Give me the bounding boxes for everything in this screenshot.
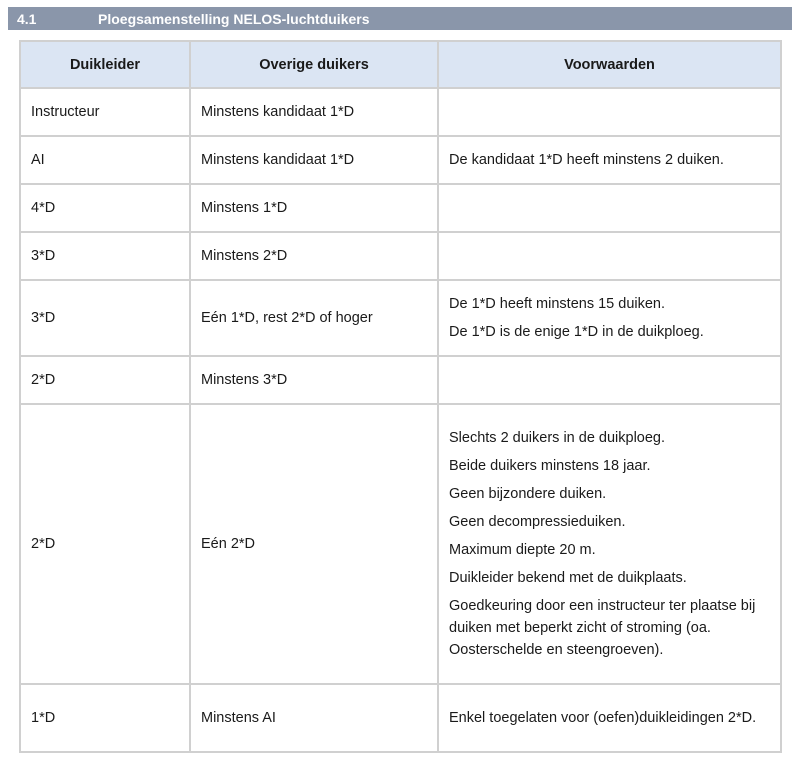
cell-leader: 2*D bbox=[20, 404, 190, 684]
cell-conditions bbox=[438, 136, 781, 184]
cell-leader: 1*D bbox=[20, 684, 190, 752]
cell-others: Minstens kandidaat 1*D bbox=[190, 88, 438, 136]
condition-item: Geen decompressieduiken. bbox=[449, 514, 626, 530]
cell-conditions bbox=[438, 88, 781, 136]
condition-item: Duikleider bekend met de duikplaats. bbox=[449, 570, 687, 586]
condition-item: De 1*D heeft minstens 15 duiken. bbox=[449, 296, 666, 312]
table-row bbox=[20, 404, 781, 684]
cell-others: Minstens AI bbox=[190, 684, 438, 752]
cell-conditions bbox=[438, 356, 781, 404]
column-header-voorwaarden: Voorwaarden bbox=[438, 41, 781, 88]
cell-others: Eén 2*D bbox=[190, 404, 438, 684]
cell-leader: 2*D bbox=[20, 356, 190, 404]
table-row bbox=[20, 136, 781, 184]
cell-leader: 3*D bbox=[20, 232, 190, 280]
column-header-overige-duikers: Overige duikers bbox=[190, 41, 438, 88]
condition-item: Enkel toegelaten voor (oefen)duikleidingen 2*D. bbox=[449, 710, 757, 726]
cell-conditions bbox=[438, 404, 781, 684]
cell-others: Minstens 1*D bbox=[190, 184, 438, 232]
table-row bbox=[20, 232, 781, 280]
condition-item: Beide duikers minstens 18 jaar. bbox=[449, 458, 651, 474]
cell-others: Eén 1*D, rest 2*D of hoger bbox=[190, 280, 438, 356]
cell-others: Minstens 2*D bbox=[190, 232, 438, 280]
table-row bbox=[20, 280, 781, 356]
table-row bbox=[20, 684, 781, 752]
cell-conditions bbox=[438, 232, 781, 280]
cell-leader: 3*D bbox=[20, 280, 190, 356]
table-header-row bbox=[20, 41, 781, 88]
condition-item: Slechts 2 duikers in de duikploeg. bbox=[449, 430, 666, 446]
section-header-bar bbox=[8, 7, 792, 30]
table-row bbox=[20, 184, 781, 232]
cell-leader: AI bbox=[20, 136, 190, 184]
cell-others: Minstens kandidaat 1*D bbox=[190, 136, 438, 184]
condition-item: Goedkeuring door een instructeur ter plaatse bij duiken met beperkt zicht of stroming (oa. Oosterschelde en steengroeven). bbox=[449, 598, 756, 658]
condition-item: De 1*D is de enige 1*D in de duikploeg. bbox=[449, 324, 704, 340]
cell-conditions bbox=[438, 684, 781, 752]
section-title: Ploegsamenstelling NELOS-luchtduikers bbox=[98, 10, 370, 27]
cell-others: Minstens 3*D bbox=[190, 356, 438, 404]
table-row bbox=[20, 88, 781, 136]
cell-leader: 4*D bbox=[20, 184, 190, 232]
condition-item: Maximum diepte 20 m. bbox=[449, 542, 596, 558]
cell-conditions bbox=[438, 184, 781, 232]
cell-leader: Instructeur bbox=[20, 88, 190, 136]
table-row bbox=[20, 356, 781, 404]
team-composition-table bbox=[19, 40, 782, 753]
condition-item: De kandidaat 1*D heeft minstens 2 duiken. bbox=[449, 152, 724, 168]
cell-conditions bbox=[438, 280, 781, 356]
column-header-duikleider: Duikleider bbox=[20, 41, 190, 88]
section-number: 4.1 bbox=[17, 10, 37, 27]
condition-item: Geen bijzondere duiken. bbox=[449, 486, 607, 502]
